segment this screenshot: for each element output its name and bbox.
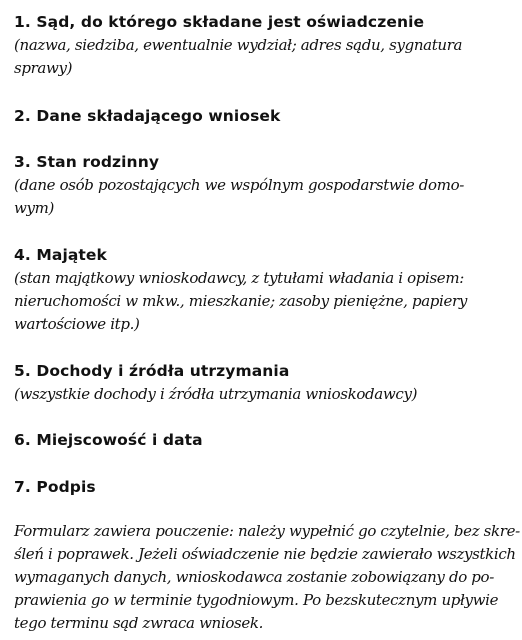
section-income	[14, 359, 417, 406]
section-description	[14, 174, 464, 220]
section-place-date	[14, 428, 203, 452]
section-heading: 6. Miejscowość i data	[14, 431, 203, 449]
section-heading: 5. Dochody i źródła utrzymania	[14, 362, 290, 380]
section-assets	[14, 243, 467, 336]
note-line: wymaganych danych, wnioskodawca zostanie zobowiązany do po-	[14, 568, 494, 586]
section-heading: 3. Stan rodzinny	[14, 153, 160, 171]
description-line: sprawy)	[14, 59, 73, 77]
description-line: (wszystkie dochody i źródła utrzymania wnioskodawcy)	[14, 385, 418, 403]
instructions-note	[14, 520, 520, 635]
section-description	[14, 34, 462, 80]
description-line: nieruchomości w mkw., mieszkanie; zasoby pieniężne, papiery	[14, 292, 467, 310]
section-description	[14, 267, 467, 336]
description-line: wartościowe itp.)	[14, 315, 140, 333]
section-applicant-data	[14, 104, 280, 128]
description-line: (stan majątkowy wnioskodawcy, z tytułami władania i opisem:	[14, 269, 464, 287]
section-heading: 7. Podpis	[14, 478, 96, 496]
section-family-status	[14, 150, 464, 220]
description-line: wym)	[14, 199, 54, 217]
section-heading: 4. Majątek	[14, 246, 107, 264]
note-line: prawienia go w terminie tygodniowym. Po bezskutecznym upływie	[14, 591, 499, 609]
description-line: (nazwa, siedziba, ewentualnie wydział; adres sądu, sygnatura	[14, 36, 463, 54]
section-heading: 1. Sąd, do którego składane jest oświadczenie	[14, 13, 425, 31]
description-line: (dane osób pozostających we wspólnym gospodarstwie domo-	[14, 176, 464, 194]
note-line: śleń i poprawek. Jeżeli oświadczenie nie będzie zawierało wszystkich	[14, 545, 516, 563]
section-description	[14, 383, 417, 406]
note-line: tego terminu sąd zwraca wniosek.	[14, 614, 264, 632]
section-heading: 2. Dane składającego wniosek	[14, 107, 281, 125]
section-court	[14, 10, 462, 80]
note-line: Formularz zawiera pouczenie: należy wypełnić go czytelnie, bez skre-	[14, 522, 520, 540]
section-signature	[14, 475, 96, 499]
